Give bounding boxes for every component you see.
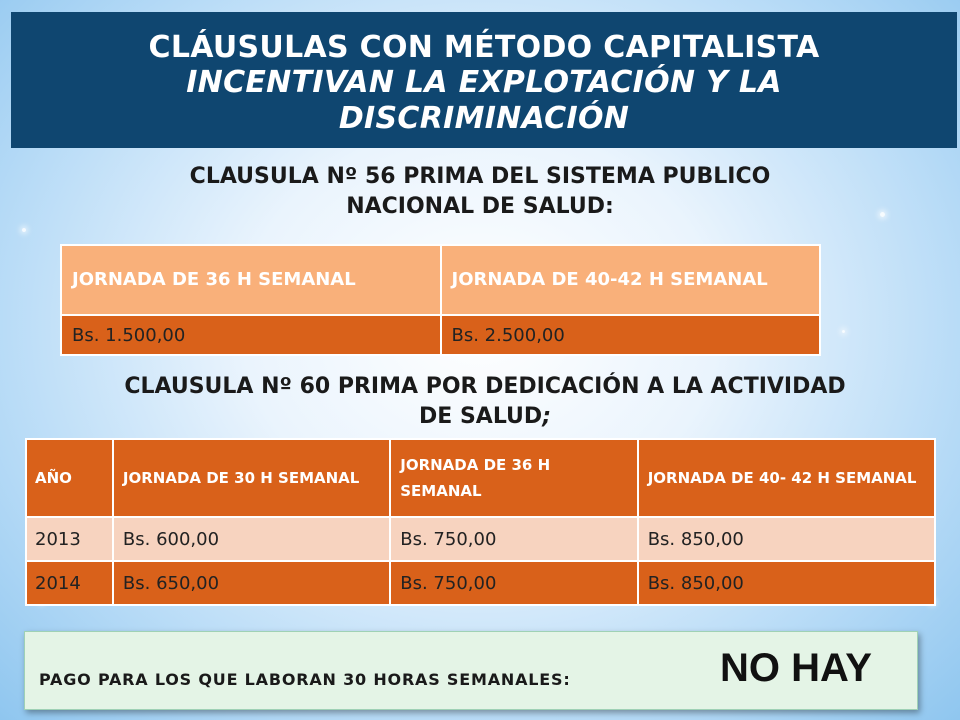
clause-56-table	[60, 244, 821, 356]
footer-callout	[24, 631, 918, 710]
cell-30h: Bs. 650,00	[113, 561, 390, 605]
clause-56-heading	[60, 162, 900, 222]
table-row	[26, 561, 935, 605]
cell-30h: Bs. 600,00	[113, 517, 390, 561]
table-row	[61, 315, 820, 355]
cell-year: 2013	[26, 517, 113, 561]
clause-60-heading-punctuation: ;	[542, 404, 551, 429]
column-header-year: AÑO	[26, 439, 113, 517]
footer-emphasis: NO HAY	[720, 646, 872, 690]
title-line-1: CLÁUSULAS CON MÉTODO CAPITALISTA	[148, 30, 820, 65]
clause-56-heading-line-1: CLAUSULA Nº 56 PRIMA DEL SISTEMA PUBLICO	[189, 164, 771, 189]
column-header-36h: JORNADA DE 36 H SEMANAL	[61, 245, 441, 315]
cell-36h: Bs. 750,00	[390, 517, 637, 561]
table-header-row	[61, 245, 820, 315]
background-sparkle	[842, 330, 845, 333]
clause-60-heading-line-2-text: DE SALUD	[419, 404, 543, 429]
cell-36h: Bs. 750,00	[390, 561, 637, 605]
value-40-42h: Bs. 2.500,00	[441, 315, 821, 355]
title-line-3: DISCRIMINACIÓN	[338, 101, 630, 136]
footer-text: PAGO PARA LOS QUE LABORAN 30 HORAS SEMANALES:	[39, 670, 571, 689]
column-header-30h: JORNADA DE 30 H SEMANAL	[113, 439, 390, 517]
table-header-row	[26, 439, 935, 517]
cell-year: 2014	[26, 561, 113, 605]
clause-56-heading-line-2: NACIONAL DE SALUD:	[346, 194, 614, 219]
column-header-40-42h: JORNADA DE 40-42 H SEMANAL	[441, 245, 821, 315]
clause-60-table	[25, 438, 936, 606]
cell-40-42h: Bs. 850,00	[638, 517, 935, 561]
clause-60-heading	[20, 372, 950, 432]
title-banner	[11, 12, 957, 148]
title-line-2: INCENTIVAN LA EXPLOTACIÓN Y LA	[186, 65, 782, 100]
column-header-40-42h: JORNADA DE 40- 42 H SEMANAL	[638, 439, 935, 517]
clause-60-heading-line-2	[20, 402, 950, 432]
value-36h: Bs. 1.500,00	[61, 315, 441, 355]
background-sparkle	[22, 228, 26, 232]
table-row	[26, 517, 935, 561]
cell-40-42h: Bs. 850,00	[638, 561, 935, 605]
clause-60-heading-line-1: CLAUSULA Nº 60 PRIMA POR DEDICACIÓN A LA ACTIVIDAD	[124, 374, 846, 399]
column-header-36h: JORNADA DE 36 H SEMANAL	[390, 439, 637, 517]
